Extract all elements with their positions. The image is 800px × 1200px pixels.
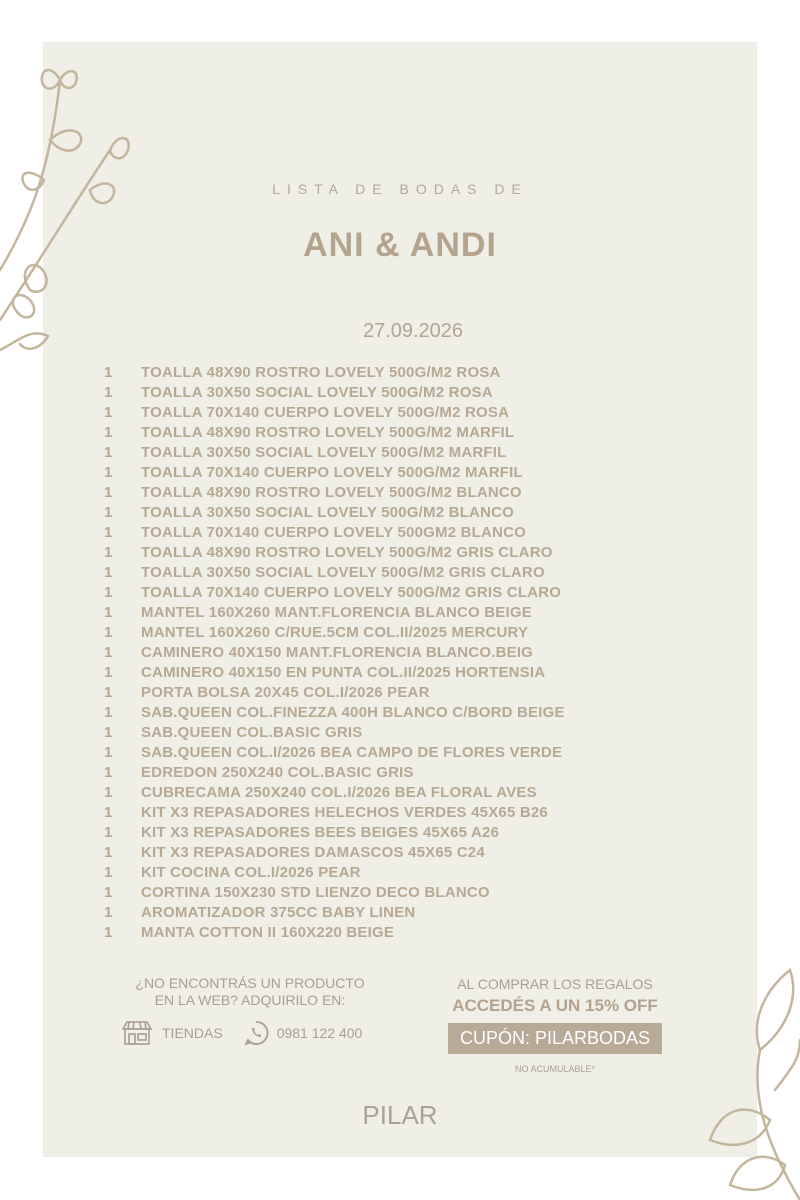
help-text xyxy=(110,975,390,1009)
list-item xyxy=(104,863,704,883)
brand-logo: PILAR xyxy=(362,1100,438,1130)
item-quantity: 1 xyxy=(104,644,113,661)
help-line-1: ¿NO ENCONTRÁS UN PRODUCTO xyxy=(135,975,365,991)
couple-names: ANI & ANDI xyxy=(303,226,497,264)
item-description: PORTA BOLSA 20X45 COL.I/2026 PEAR xyxy=(141,684,430,701)
item-description: CORTINA 150X230 STD LIENZO DECO BLANCO xyxy=(141,884,490,901)
item-description: TOALLA 30X50 SOCIAL LOVELY 500G/M2 MARFIL xyxy=(141,444,507,461)
gift-list xyxy=(104,363,704,943)
promo-note: NO ACUMULABLE* xyxy=(514,1064,596,1074)
item-quantity: 1 xyxy=(104,404,113,421)
item-description: TOALLA 30X50 SOCIAL LOVELY 500G/M2 GRIS CLARO xyxy=(141,564,545,581)
item-quantity: 1 xyxy=(104,444,113,461)
item-quantity: 1 xyxy=(104,764,113,781)
item-description: TOALLA 30X50 SOCIAL LOVELY 500G/M2 BLANCO xyxy=(141,504,515,521)
list-item xyxy=(104,603,704,623)
contact-row xyxy=(122,1020,362,1046)
list-item xyxy=(104,503,704,523)
list-item xyxy=(104,403,704,423)
list-item xyxy=(104,903,704,923)
leaf-branch-icon xyxy=(0,60,140,360)
list-item xyxy=(104,743,704,763)
list-item xyxy=(104,563,704,583)
item-quantity: 1 xyxy=(104,844,113,861)
item-quantity: 1 xyxy=(104,524,113,541)
item-quantity: 1 xyxy=(104,664,113,681)
item-quantity: 1 xyxy=(104,384,113,401)
store-icon xyxy=(122,1020,152,1046)
list-item xyxy=(104,463,704,483)
list-item xyxy=(104,663,704,683)
list-item xyxy=(104,823,704,843)
list-item xyxy=(104,763,704,783)
item-quantity: 1 xyxy=(104,364,113,381)
item-quantity: 1 xyxy=(104,504,113,521)
promo-block xyxy=(430,976,680,1074)
list-kicker: LISTA DE BODAS DE xyxy=(272,181,528,197)
item-quantity: 1 xyxy=(104,464,113,481)
list-item xyxy=(104,423,704,443)
item-description: TOALLA 48X90 ROSTRO LOVELY 500G/M2 ROSA xyxy=(141,364,501,381)
item-description: AROMATIZADOR 375CC BABY LINEN xyxy=(141,904,416,921)
item-description: TOALLA 48X90 ROSTRO LOVELY 500G/M2 BLANCO xyxy=(141,484,522,501)
item-description: KIT X3 REPASADORES DAMASCOS 45X65 C24 xyxy=(141,844,485,861)
list-item xyxy=(104,443,704,463)
item-description: TOALLA 30X50 SOCIAL LOVELY 500G/M2 ROSA xyxy=(141,384,493,401)
list-item xyxy=(104,623,704,643)
item-description: CAMINERO 40X150 EN PUNTA COL.II/2025 HORTENSIA xyxy=(141,664,546,681)
item-quantity: 1 xyxy=(104,824,113,841)
item-description: MANTEL 160X260 MANT.FLORENCIA BLANCO BEIGE xyxy=(141,604,532,621)
item-quantity: 1 xyxy=(104,904,113,921)
list-item xyxy=(104,683,704,703)
item-quantity: 1 xyxy=(104,604,113,621)
item-description: TOALLA 70X140 CUERPO LOVELY 500GM2 BLANCO xyxy=(141,524,526,541)
list-item xyxy=(104,803,704,823)
item-description: KIT COCINA COL.I/2026 PEAR xyxy=(141,864,361,881)
list-item xyxy=(104,703,704,723)
item-quantity: 1 xyxy=(104,804,113,821)
list-item xyxy=(104,363,704,383)
promo-line-2: ACCEDÉS A UN 15% OFF xyxy=(452,996,658,1015)
list-item xyxy=(104,723,704,743)
item-description: CUBRECAMA 250X240 COL.I/2026 BEA FLORAL AVES xyxy=(141,784,537,801)
item-quantity: 1 xyxy=(104,584,113,601)
item-quantity: 1 xyxy=(104,724,113,741)
leaf-branch-icon xyxy=(690,950,800,1200)
item-description: MANTA COTTON II 160X220 BEIGE xyxy=(141,924,395,941)
item-description: TOALLA 48X90 ROSTRO LOVELY 500G/M2 MARFIL xyxy=(141,424,515,441)
item-quantity: 1 xyxy=(104,624,113,641)
item-quantity: 1 xyxy=(104,784,113,801)
item-quantity: 1 xyxy=(104,484,113,501)
item-quantity: 1 xyxy=(104,924,113,941)
whatsapp-icon xyxy=(243,1020,269,1046)
item-quantity: 1 xyxy=(104,424,113,441)
item-quantity: 1 xyxy=(104,544,113,561)
item-quantity: 1 xyxy=(104,564,113,581)
item-description: TOALLA 70X140 CUERPO LOVELY 500G/M2 ROSA xyxy=(141,404,510,421)
item-description: KIT X3 REPASADORES BEES BEIGES 45X65 A26 xyxy=(141,824,500,841)
wedding-date: 27.09.2026 xyxy=(362,320,464,342)
item-quantity: 1 xyxy=(104,704,113,721)
list-item xyxy=(104,783,704,803)
item-description: EDREDON 250X240 COL.BASIC GRIS xyxy=(141,764,414,781)
list-item xyxy=(104,583,704,603)
list-item xyxy=(104,523,704,543)
list-item xyxy=(104,383,704,403)
item-quantity: 1 xyxy=(104,684,113,701)
phone-number[interactable]: 0981 122 400 xyxy=(276,1025,363,1041)
item-quantity: 1 xyxy=(104,884,113,901)
item-quantity: 1 xyxy=(104,864,113,881)
list-item xyxy=(104,923,704,943)
item-description: TOALLA 70X140 CUERPO LOVELY 500G/M2 MARFIL xyxy=(141,464,523,481)
item-description: SAB.QUEEN COL.FINEZZA 400H BLANCO C/BORD BEIGE xyxy=(141,704,565,721)
stores-label: TIENDAS xyxy=(162,1025,223,1041)
promo-line-1: AL COMPRAR LOS REGALOS xyxy=(457,976,653,992)
item-description: KIT X3 REPASADORES HELECHOS VERDES 45X65 B26 xyxy=(141,804,548,821)
item-description: TOALLA 48X90 ROSTRO LOVELY 500G/M2 GRIS CLARO xyxy=(141,544,553,561)
item-description: SAB.QUEEN COL.BASIC GRIS xyxy=(141,724,363,741)
item-description: SAB.QUEEN COL.I/2026 BEA CAMPO DE FLORES VERDE xyxy=(141,744,563,761)
item-description: TOALLA 70X140 CUERPO LOVELY 500G/M2 GRIS CLARO xyxy=(141,584,562,601)
list-item xyxy=(104,883,704,903)
help-line-2: EN LA WEB? ADQUIRILO EN: xyxy=(154,992,346,1008)
item-description: CAMINERO 40X150 MANT.FLORENCIA BLANCO.BEIG xyxy=(141,644,534,661)
item-quantity: 1 xyxy=(104,744,113,761)
coupon-badge: CUPÓN: PILARBODAS xyxy=(448,1023,662,1054)
list-item xyxy=(104,843,704,863)
list-item xyxy=(104,543,704,563)
list-item xyxy=(104,483,704,503)
item-description: MANTEL 160X260 C/RUE.5CM COL.II/2025 MERCURY xyxy=(141,624,529,641)
list-item xyxy=(104,643,704,663)
